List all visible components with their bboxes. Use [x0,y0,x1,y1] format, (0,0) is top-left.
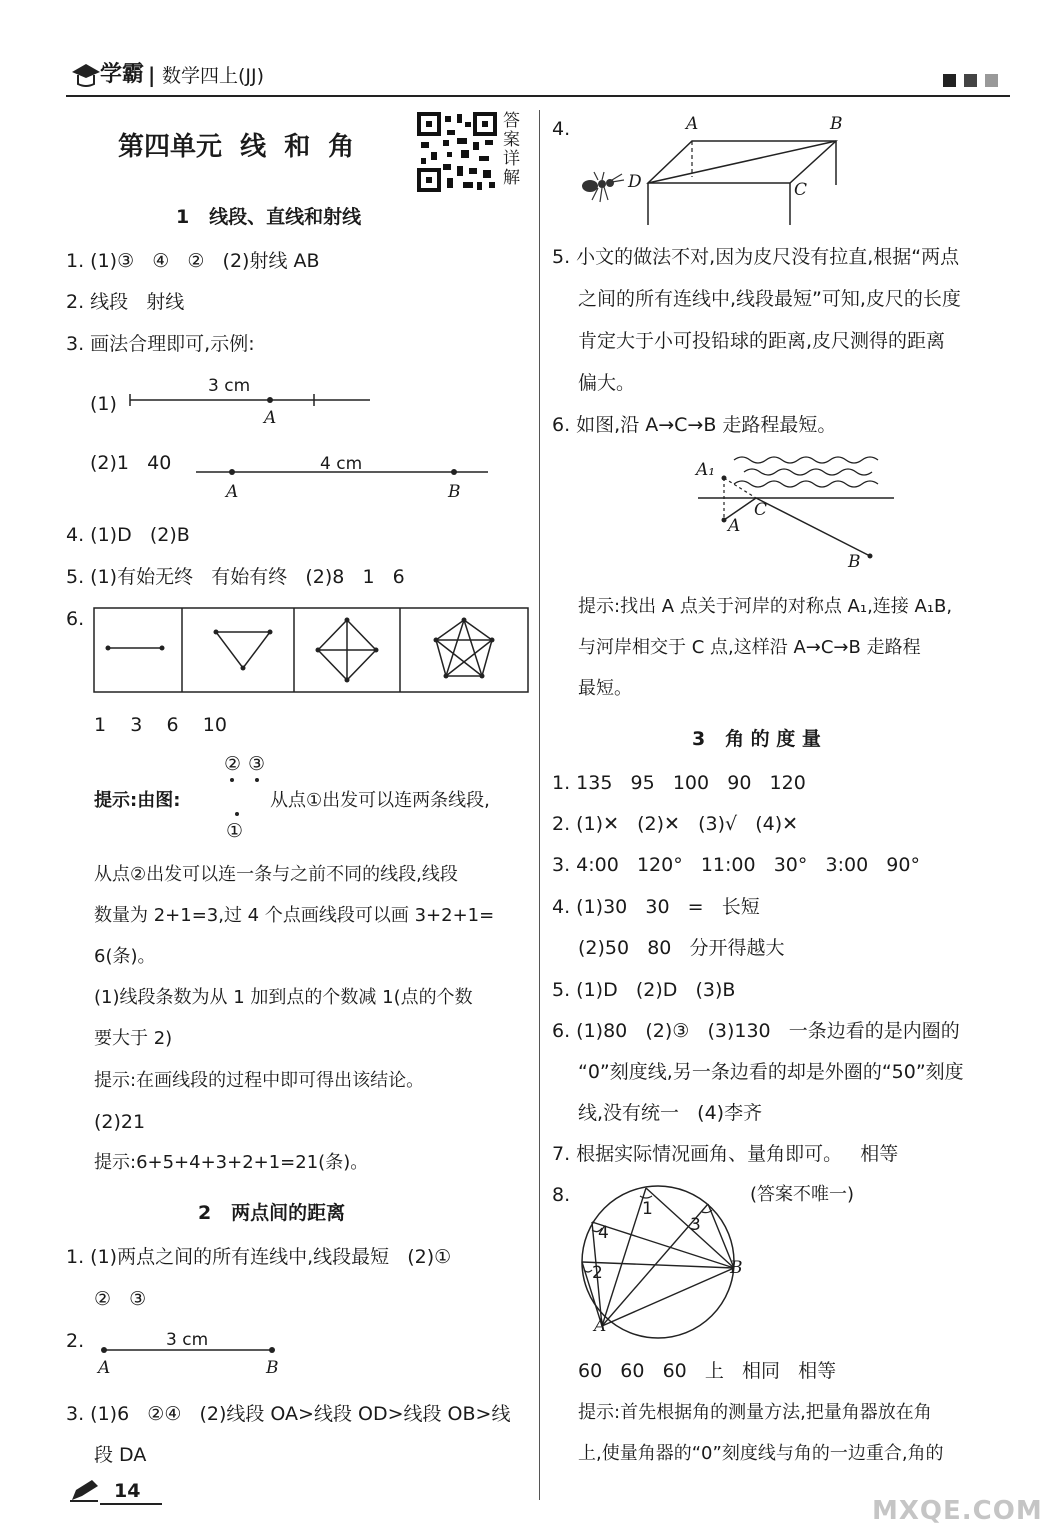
left-q4: 4. (1)D (2)B [66,524,190,546]
box-point-a: A [686,114,699,134]
header-rule [66,95,1010,97]
hint-6-a: 提示:找出 A 点关于河岸的对称点 A₁,连接 A₁B, [578,596,953,617]
right-q5-d: 偏大。 [578,372,636,394]
book-title: 数学四上(JJ) [162,65,265,87]
left-q6-a: (1)线段条数为从 1 加到点的个数减 1(点的个数 [94,987,473,1008]
right-q4-label: 4. [552,118,571,140]
s3-q8-note: (答案不唯一) [750,1184,855,1205]
s3-q6-c: 线,没有统一 (4)李齐 [578,1102,763,1124]
hint-1-dots [226,776,266,826]
hint-1-line-2: 从点②出发可以连一条与之前不同的线段,线段 [94,864,458,885]
left-q1: 1. (1)③ ④ ② (2)射线 AB [66,250,320,272]
header-squares [940,72,998,91]
qr-label: 答案详解 [503,111,520,188]
hint-8-b: 上,使量角器的“0”刻度线与角的一边重合,角的 [578,1443,944,1464]
watermark: MXQE.COM [872,1496,1043,1526]
ray-diagram [130,380,390,420]
segment-length-label: 3 cm [166,1330,209,1350]
hint-1-point-1: ① [226,820,244,842]
river-diagram [698,452,898,562]
left-q6-b: 要大于 2) [94,1028,173,1049]
s3-q6-b: “0”刻度线,另一条边看的却是外圈的“50”刻度 [578,1061,964,1083]
river-point-b: B [848,552,861,572]
table-box-diagram [640,135,840,245]
right-q5-c: 肯定大于小可投铅球的距离,皮尺测得的距离 [578,330,946,352]
s2-q2-label: 2. [66,1330,85,1352]
s3-q4-a: 4. (1)30 30 = 长短 [552,896,760,918]
section-1-title: 1 线段、直线和射线 [176,206,362,228]
hint-6-c: 最短。 [578,678,632,699]
s2-q1-b: ② ③ [94,1288,147,1310]
s3-q7: 7. 根据实际情况画角、量角即可。 相等 [552,1143,899,1165]
page-number-rule [100,1503,162,1505]
s3-q3: 3. 4:00 120° 11:00 30° 3:00 90° [552,854,920,876]
header-separator: | [148,63,156,87]
s3-q6-a: 6. (1)80 (2)③ (3)130 一条边看的是内圈的 [552,1020,960,1042]
left-q5: 5. (1)有始无终 有始有终 (2)8 1 6 [66,566,405,588]
hint-6-b: 与河岸相交于 C 点,这样沿 A→C→B 走路程 [578,637,921,658]
s3-q2: 2. (1)✕ (2)✕ (3)√ (4)✕ [552,813,799,835]
s2-q3-a: 3. (1)6 ②④ (2)线段 OA>线段 OD>线段 OB>线 [66,1403,511,1425]
s3-q4-b: (2)50 80 分开得越大 [578,937,785,959]
hint-1-point-3: ③ [248,753,266,775]
brand-name: 学霸 [100,62,145,87]
page-number: 14 [114,1480,141,1502]
segment-point-b: B [266,1358,279,1378]
hint-8-a: 提示:首先根据角的测量方法,把量角器放在角 [578,1402,932,1423]
river-point-c: C [754,500,768,520]
circle-point-b: B [730,1258,743,1278]
line-point-a: A [226,482,239,502]
left-q3: 3. 画法合理即可,示例: [66,333,255,355]
angle-label-2: 2 [592,1263,603,1283]
unit-title: 第四单元 线 和 角 [118,132,355,162]
hint-1-line-3: 数量为 2+1=3,过 4 个点画线段可以画 3+2+1= [94,905,495,926]
left-q6-c: (2)21 [94,1111,146,1133]
hint-1-text: 从点①出发可以连两条线段, [270,790,490,811]
points-table [94,608,528,692]
ant-icon [576,170,626,204]
box-point-d: D [628,172,642,192]
s3-q1: 1. 135 95 100 90 120 [552,772,806,794]
box-point-b: B [830,114,843,134]
segment-point-a: A [98,1358,111,1378]
graduation-cap-icon [70,60,100,90]
s3-q8-answer: 60 60 60 上 相同 相等 [578,1360,837,1382]
s3-q5: 5. (1)D (2)D (3)B [552,979,736,1001]
header [70,58,1010,94]
pencil-icon [70,1478,100,1502]
angle-label-3: 3 [690,1215,701,1235]
ray-point-a: A [264,408,277,428]
box-point-c: C [794,180,808,200]
left-q3-2-label: (2)1 40 [90,452,172,474]
line-length-label: 4 cm [320,454,363,474]
left-q6-label: 6. [66,608,85,630]
river-point-a1: A₁ [696,460,716,480]
section-2-title: 2 两点间的距离 [198,1202,346,1224]
qr-code-icon[interactable] [417,112,497,192]
right-q5-b: 之间的所有连线中,线段最短”可知,皮尺的长度 [578,288,961,310]
hint-2: 提示:在画线段的过程中即可得出该结论。 [94,1070,425,1091]
angle-label-4: 4 [598,1223,609,1243]
river-point-a: A [728,516,741,536]
right-q6: 6. 如图,沿 A→C→B 走路程最短。 [552,414,837,436]
circle-point-a: A [594,1316,607,1336]
angle-label-1: 1 [642,1199,653,1219]
hint-1-point-2: ② [224,753,242,775]
ray-length-label: 3 cm [208,376,251,396]
left-q6-numbers: 1 3 6 10 [94,714,227,736]
left-q3-1-label: (1) [90,393,117,415]
right-q5-a: 5. 小文的做法不对,因为皮尺没有拉直,根据“两点 [552,246,960,268]
section-3-title: 3 角 的 度 量 [692,728,821,750]
s2-q1-a: 1. (1)两点之间的所有连线中,线段最短 (2)① [66,1246,452,1268]
column-divider [539,110,540,1500]
hint-1-line-4: 6(条)。 [94,946,156,967]
hint-3: 提示:6+5+4+3+2+1=21(条)。 [94,1152,369,1173]
line-point-b: B [448,482,461,502]
hint-1-prefix: 提示:由图: [94,790,181,811]
left-q2: 2. 线段 射线 [66,291,185,313]
s3-q8-label: 8. [552,1184,571,1206]
s2-q3-b: 段 DA [94,1444,147,1466]
